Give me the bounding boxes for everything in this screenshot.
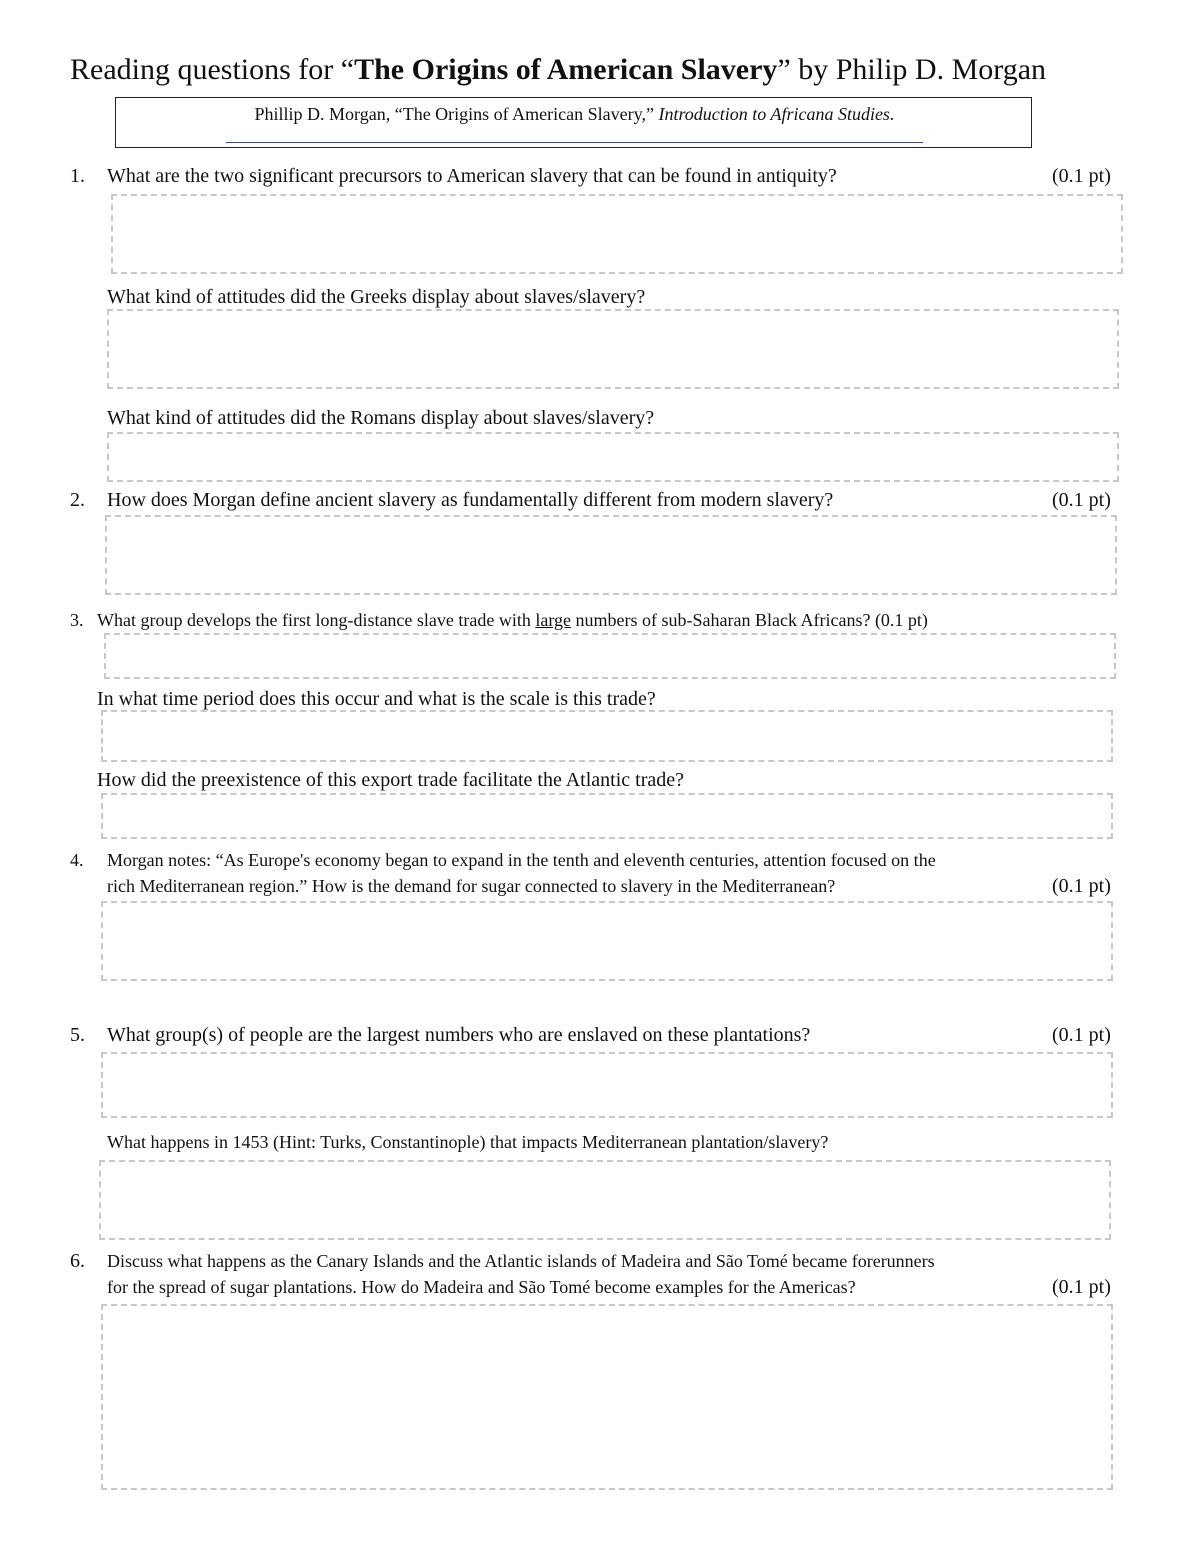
answer-box-3b[interactable] bbox=[101, 710, 1113, 762]
citation-plain: Phillip D. Morgan, “The Origins of American Slavery,” bbox=[254, 104, 659, 124]
question-3-text-after: numbers of sub-Saharan Black Africans? (0.1 pt) bbox=[571, 610, 928, 630]
question-6-line-2: for the spread of sugar plantations. How do Madeira and São Tomé become examples for the Americas? bbox=[107, 1277, 856, 1297]
question-4-points: (0.1 pt) bbox=[1052, 875, 1111, 897]
answer-box-2[interactable] bbox=[105, 515, 1117, 595]
question-6-number: 6. bbox=[70, 1250, 85, 1272]
answer-box-6[interactable] bbox=[101, 1304, 1113, 1490]
title-prefix: Reading questions for “ bbox=[70, 53, 355, 86]
question-5b-text: What happens in 1453 (Hint: Turks, Constantinople) that impacts Mediterranean plantation/slavery? bbox=[107, 1132, 829, 1152]
question-3c-text: How did the preexistence of this export trade facilitate the Atlantic trade? bbox=[97, 769, 684, 791]
question-2-number: 2. bbox=[70, 489, 85, 511]
citation-italic: Introduction to Africana Studies. bbox=[658, 104, 895, 124]
citation-box bbox=[115, 97, 1032, 148]
citation-text bbox=[116, 104, 1033, 125]
page-title bbox=[70, 50, 1150, 90]
citation-link-underline bbox=[226, 142, 923, 143]
question-1-points: (0.1 pt) bbox=[1052, 165, 1111, 187]
question-1b-text: What kind of attitudes did the Greeks display about slaves/slavery? bbox=[107, 286, 646, 308]
answer-box-1c[interactable] bbox=[107, 432, 1119, 482]
question-5-points: (0.1 pt) bbox=[1052, 1024, 1111, 1046]
question-3b-text: In what time period does this occur and what is the scale is this trade? bbox=[97, 688, 656, 710]
answer-box-3[interactable] bbox=[104, 633, 1116, 679]
title-suffix: ” by Philip D. Morgan bbox=[777, 53, 1047, 86]
answer-box-4[interactable] bbox=[101, 901, 1113, 981]
question-2-text: How does Morgan define ancient slavery as fundamentally different from modern slavery? bbox=[107, 489, 834, 511]
answer-box-1[interactable] bbox=[111, 194, 1123, 274]
question-3-number: 3. bbox=[70, 610, 84, 630]
question-3-text bbox=[97, 607, 928, 633]
answer-box-3c[interactable] bbox=[101, 793, 1113, 839]
question-5-number: 5. bbox=[70, 1024, 85, 1046]
question-3-underlined: large bbox=[535, 610, 572, 630]
question-3-text-before: What group develops the first long-distance slave trade with bbox=[97, 610, 536, 630]
question-6-points: (0.1 pt) bbox=[1052, 1276, 1111, 1298]
answer-box-1b[interactable] bbox=[107, 309, 1119, 389]
question-1-text: What are the two significant precursors to American slavery that can be found in antiquity? bbox=[107, 165, 837, 187]
answer-box-5[interactable] bbox=[101, 1052, 1113, 1118]
question-1-number: 1. bbox=[70, 165, 85, 187]
question-4-line-2: rich Mediterranean region.” How is the demand for sugar connected to slavery in the Mediterranean? bbox=[107, 876, 836, 896]
question-4-line-1: Morgan notes: “As Europe's economy began to expand in the tenth and eleventh centuries, attention focused on the bbox=[107, 850, 936, 870]
question-4-number: 4. bbox=[70, 850, 84, 870]
question-5-text: What group(s) of people are the largest numbers who are enslaved on these plantations? bbox=[107, 1024, 811, 1046]
answer-box-5b[interactable] bbox=[99, 1160, 1111, 1240]
title-bold: The Origins of American Slavery bbox=[354, 53, 778, 86]
question-2-points: (0.1 pt) bbox=[1052, 489, 1111, 511]
question-6-line-1: Discuss what happens as the Canary Islands and the Atlantic islands of Madeira and São Tomé became forerunners bbox=[107, 1251, 935, 1271]
question-1c-text: What kind of attitudes did the Romans display about slaves/slavery? bbox=[107, 407, 655, 429]
